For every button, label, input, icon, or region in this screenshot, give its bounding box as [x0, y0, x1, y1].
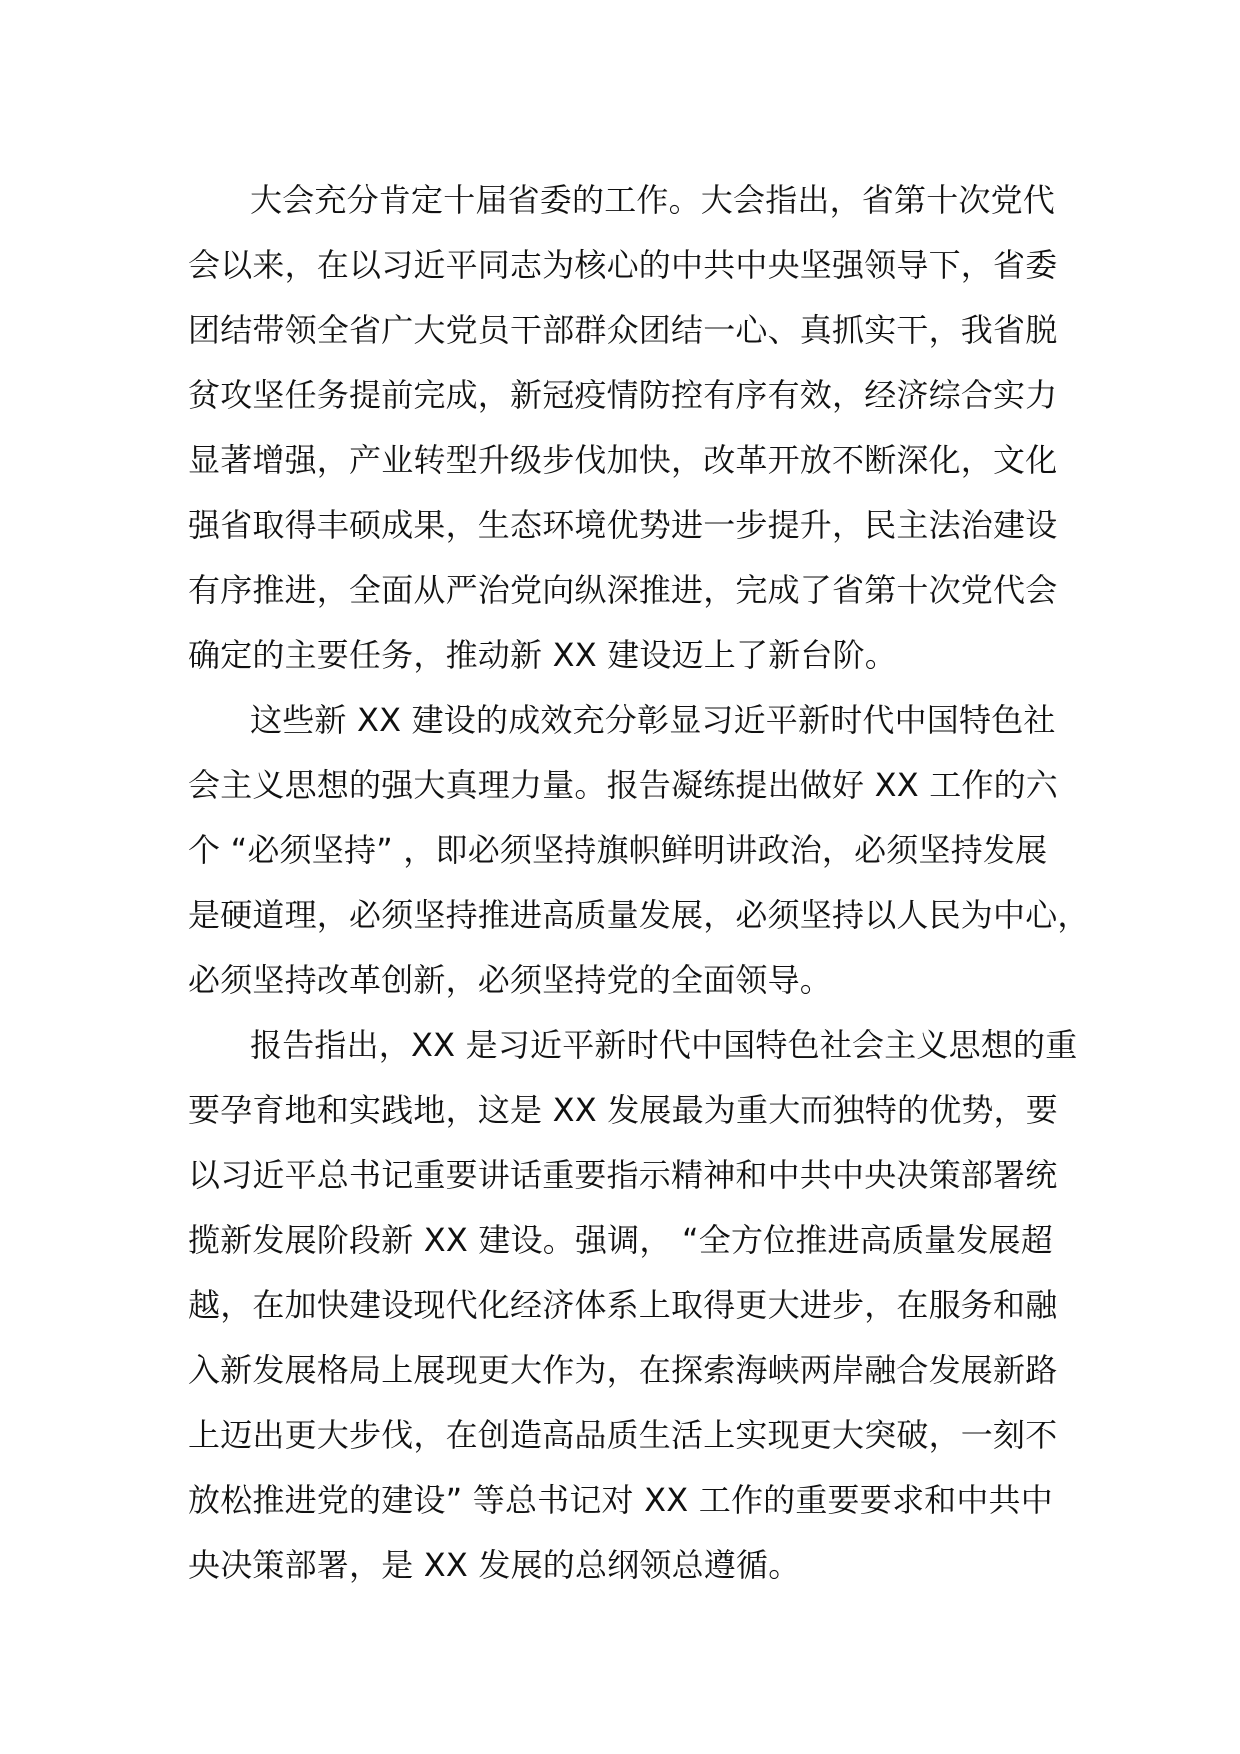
paragraph-line: 会主义思想的强大真理力量。报告凝练提出做好 XX 工作的六 [188, 766, 1058, 804]
paragraph-line: 报告指出，XX 是习近平新时代中国特色社会主义思想的重 [250, 1026, 1078, 1064]
paragraph-line: 央决策部署，是 XX 发展的总纲领总遵循。 [188, 1546, 801, 1584]
paragraph-line: 确定的主要任务，推动新 XX 建设迈上了新台阶。 [188, 636, 897, 674]
paragraph-line: 显著增强，产业转型升级步伐加快，改革开放不断深化，文化 [188, 441, 1058, 479]
paragraph-line: 团结带领全省广大党员干部群众团结一心、真抓实干，我省脱 [188, 311, 1058, 349]
paragraph-line: 会以来，在以习近平同志为核心的中共中央坚强领导下，省委 [188, 246, 1058, 284]
paragraph-line: 要孕育地和实践地，这是 XX 发展最为重大而独特的优势，要 [188, 1091, 1058, 1129]
paragraph-line: 以习近平总书记重要讲话重要指示精神和中共中央决策部署统 [188, 1156, 1058, 1194]
document-body [188, 168, 1090, 1598]
paragraph-line: 强省取得丰硕成果，生态环境优势进一步提升，民主法治建设 [188, 506, 1058, 544]
paragraph-line: 入新发展格局上展现更大作为，在探索海峡两岸融合发展新路 [188, 1351, 1058, 1389]
paragraph-line: 这些新 XX 建设的成效充分彰显习近平新时代中国特色社 [250, 701, 1056, 739]
paragraph-line: 贫攻坚任务提前完成，新冠疫情防控有序有效，经济综合实力 [188, 376, 1058, 414]
paragraph-line: 个 “必须坚持” ，即必须坚持旗帜鲜明讲政治，必须坚持发展 [188, 831, 1048, 869]
paragraph-1 [188, 168, 1068, 688]
paragraph-3 [188, 1013, 1078, 1598]
paragraph-2 [188, 688, 1090, 1013]
paragraph-line: 揽新发展阶段新 XX 建设。强调， “全方位推进高质量发展超 [188, 1221, 1053, 1259]
paragraph-line: 有序推进，全面从严治党向纵深推进，完成了省第十次党代会 [188, 571, 1058, 609]
paragraph-line: 必须坚持改革创新，必须坚持党的全面领导。 [188, 961, 833, 999]
paragraph-line: 放松推进党的建设” 等总书记对 XX 工作的重要要求和中共中 [188, 1481, 1053, 1519]
paragraph-line: 上迈出更大步伐，在创造高品质生活上实现更大突破，一刻不 [188, 1416, 1058, 1454]
paragraph-line: 大会充分肯定十届省委的工作。大会指出，省第十次党代 [250, 181, 1056, 219]
paragraph-line: 越，在加快建设现代化经济体系上取得更大进步，在服务和融 [188, 1286, 1058, 1324]
paragraph-line: 是硬道理，必须坚持推进高质量发展，必须坚持以人民为中心， [188, 896, 1090, 934]
